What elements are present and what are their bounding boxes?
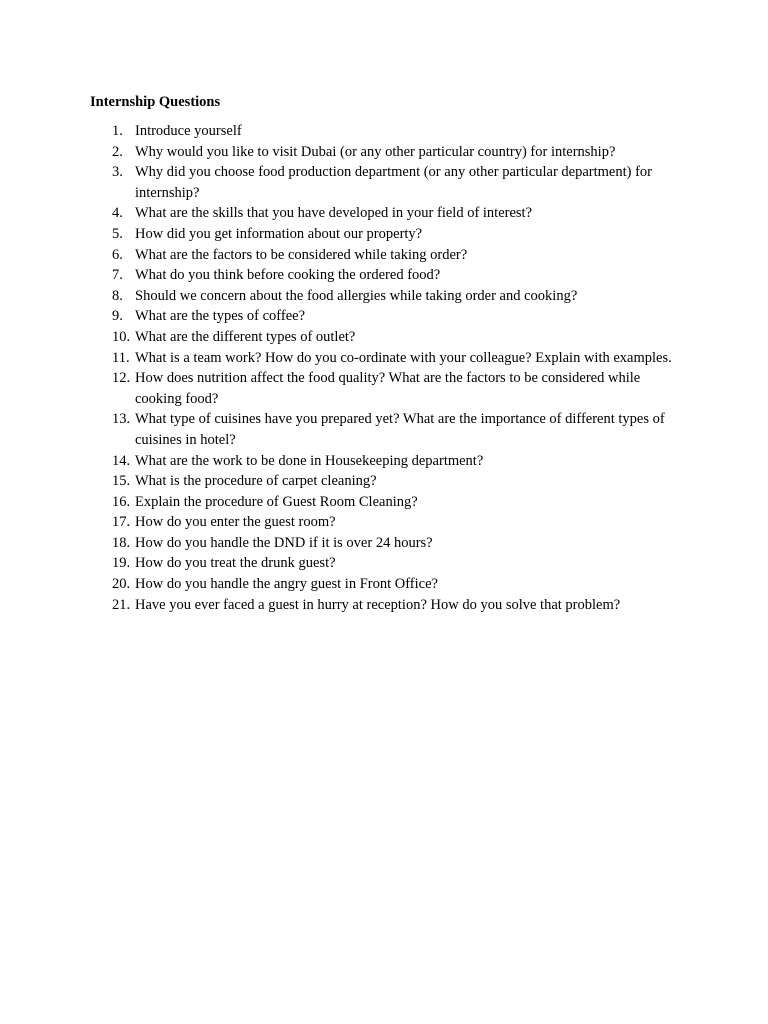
question-number-cell [90,553,135,574]
question-number-cell [90,368,135,409]
question-text: Should we concern about the food allergies while taking order and cooking? [135,287,578,304]
question-item [90,142,680,163]
question-item [90,533,680,554]
question-number-cell [90,121,135,142]
question-text: How do you enter the guest room? [135,514,336,531]
question-text: How does nutrition affect the food quality? What are the factors to be considered while cooking food? [135,370,641,407]
question-text: What are the types of coffee? [135,308,306,325]
question-item [90,162,680,203]
question-text: What are the factors to be considered while taking order? [135,246,468,263]
question-number: 19. [112,555,131,572]
question-number-cell [90,162,135,203]
question-text: What is a team work? How do you co-ordinate with your colleague? Explain with examples. [135,349,672,366]
question-text: What are the skills that you have developed in your field of interest? [135,205,533,222]
question-item [90,409,680,450]
question-item [90,286,680,307]
question-text: How do you handle the DND if it is over 24 hours? [135,534,433,551]
question-number: 7. [112,267,123,284]
question-number-cell [90,348,135,369]
question-text: Why would you like to visit Dubai (or any other particular country) for internship? [135,143,616,160]
question-item [90,203,680,224]
question-number-cell [90,451,135,472]
question-item [90,471,680,492]
question-item [90,512,680,533]
question-item [90,492,680,513]
question-item [90,245,680,266]
question-text: How do you handle the angry guest in Front Office? [135,576,438,593]
question-number: 9. [112,308,123,325]
question-item [90,553,680,574]
question-number-cell [90,409,135,450]
question-item [90,574,680,595]
question-number: 15. [112,473,131,490]
question-number-cell [90,492,135,513]
question-text: What are the different types of outlet? [135,328,356,345]
question-number: 8. [112,287,123,304]
question-text: Introduce yourself [135,123,242,139]
question-item [90,348,680,369]
document-content [90,93,680,615]
question-text: How do you treat the drunk guest? [135,555,336,572]
question-item [90,306,680,327]
question-number: 14. [112,452,131,469]
question-number-cell [90,595,135,616]
question-text: What do you think before cooking the ordered food? [135,267,441,284]
document-title: Internship Questions [90,94,221,110]
question-item [90,451,680,472]
question-number-cell [90,327,135,348]
question-number-cell [90,574,135,595]
question-number-cell [90,265,135,286]
question-number-cell [90,224,135,245]
question-number-cell [90,245,135,266]
question-item [90,595,680,616]
question-item [90,224,680,245]
question-text: What type of cuisines have you prepared yet? What are the importance of different types of cuisines in hotel? [135,411,665,448]
question-text: Have you ever faced a guest in hurry at reception? How do you solve that problem? [135,596,621,613]
question-number: 3. [112,164,123,181]
question-item [90,327,680,348]
question-number: 11. [112,349,130,366]
question-number-cell [90,142,135,163]
question-number-cell [90,286,135,307]
question-text: What is the procedure of carpet cleaning? [135,473,377,490]
question-number: 6. [112,246,123,263]
question-number-cell [90,512,135,533]
question-number: 16. [112,493,131,510]
question-number: 5. [112,225,123,242]
question-item [90,368,680,409]
question-number-cell [90,203,135,224]
question-number: 13. [112,411,131,428]
question-item [90,265,680,286]
question-text: Why did you choose food production department (or any other particular department) for internship? [135,164,652,201]
question-number: 12. [112,370,131,387]
question-text: What are the work to be done in Housekeeping department? [135,452,484,469]
question-number: 1. [112,123,123,139]
question-number: 18. [112,534,131,551]
question-number-cell [90,306,135,327]
question-text: Explain the procedure of Guest Room Cleaning? [135,493,418,510]
question-item [90,121,680,142]
question-number: 2. [112,143,123,160]
question-number: 4. [112,205,123,222]
question-number: 21. [112,596,131,613]
question-number-cell [90,533,135,554]
question-number: 10. [112,328,131,345]
question-list [90,121,680,615]
question-number-cell [90,471,135,492]
question-number: 20. [112,576,131,593]
question-text: How did you get information about our property? [135,225,423,242]
question-number: 17. [112,514,131,531]
